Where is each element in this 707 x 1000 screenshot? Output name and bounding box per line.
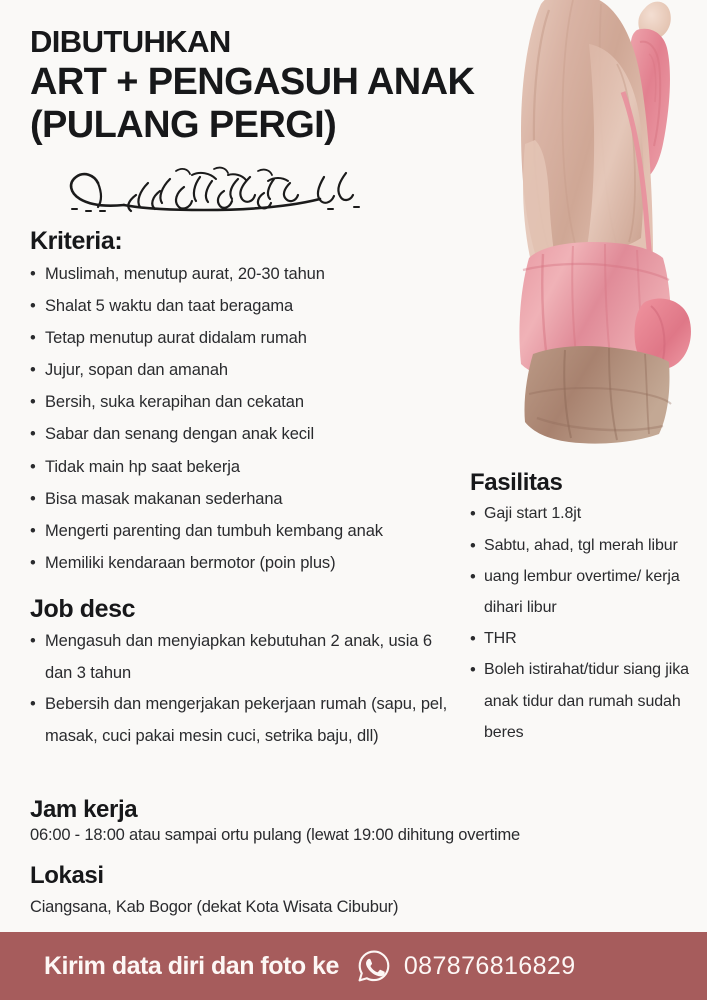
kriteria-section (30, 228, 450, 579)
list-item: • Shalat 5 waktu dan taat beragama (30, 290, 450, 322)
job-desc-list (30, 626, 450, 753)
lokasi-section (30, 863, 680, 919)
kriteria-list (30, 258, 450, 580)
poster-headline (30, 26, 550, 145)
list-item: • Muslimah, menutup aurat, 20-30 tahun (30, 258, 450, 290)
list-item: • Mengasuh dan menyiapkan kebutuhan 2 anak, usia 6 dan 3 tahun (30, 626, 450, 690)
fasilitas-list (470, 498, 702, 748)
headline-line-2: ART + PENGASUH ANAK (30, 60, 475, 103)
list-item: • Bebersih dan mengerjakan pekerjaan rumah (sapu, pel, masak, cuci pakai mesin cuci, setrika baju, dll) (30, 689, 450, 753)
whatsapp-icon[interactable] (357, 949, 391, 983)
jam-kerja-section (30, 797, 680, 847)
list-item: • THR (470, 623, 702, 654)
lower-details (30, 797, 680, 918)
list-item: • Bisa masak makanan sederhana (30, 483, 450, 515)
list-item: • Memiliki kendaraan bermotor (poin plus) (30, 547, 450, 579)
headline-line-3: (PULANG PERGI) (30, 104, 337, 147)
contact-footer-bar (0, 932, 707, 1000)
job-desc-title: Job desc (30, 595, 136, 624)
list-item: • Sabtu, ahad, tgl merah libur (470, 530, 702, 561)
kriteria-title: Kriteria: (30, 227, 123, 255)
bismillah-calligraphy-icon (28, 163, 368, 223)
jam-kerja-title: Jam kerja (30, 796, 138, 823)
lokasi-value: Ciangsana, Kab Bogor (dekat Kota Wisata Cibubur) (30, 898, 399, 917)
list-item: • Bersih, suka kerapihan dan cekatan (30, 386, 450, 418)
list-item: • Tetap menutup aurat didalam rumah (30, 322, 450, 354)
footer-content (0, 949, 576, 983)
whatsapp-contact[interactable] (357, 949, 576, 983)
list-item: • Jujur, sopan dan amanah (30, 354, 450, 386)
list-item: • Gaji start 1.8jt (470, 498, 702, 529)
whatsapp-phone-number[interactable]: 087876816829 (403, 951, 576, 980)
job-desc-section (30, 596, 450, 753)
lokasi-title: Lokasi (30, 861, 104, 889)
headline-line-1: DIBUTUHKAN (30, 24, 231, 59)
list-item: • uang lembur overtime/ kerja dihari libur (470, 561, 702, 623)
list-item: • Sabar dan senang dengan anak kecil (30, 418, 450, 450)
list-item: • Tidak main hp saat bekerja (30, 451, 450, 483)
fasilitas-section (470, 470, 702, 748)
fasilitas-title: Fasilitas (470, 469, 563, 496)
jam-kerja-value: 06:00 - 18:00 atau sampai ortu pulang (lewat 19:00 dihitung overtime (30, 826, 520, 845)
list-item: • Boleh istirahat/tidur siang jika anak tidur dan rumah sudah beres (470, 654, 702, 748)
list-item: • Mengerti parenting dan tumbuh kembang anak (30, 515, 450, 547)
left-column (30, 228, 450, 753)
spacer (30, 579, 450, 596)
footer-cta-text: Kirim data diri dan foto ke (44, 951, 339, 980)
